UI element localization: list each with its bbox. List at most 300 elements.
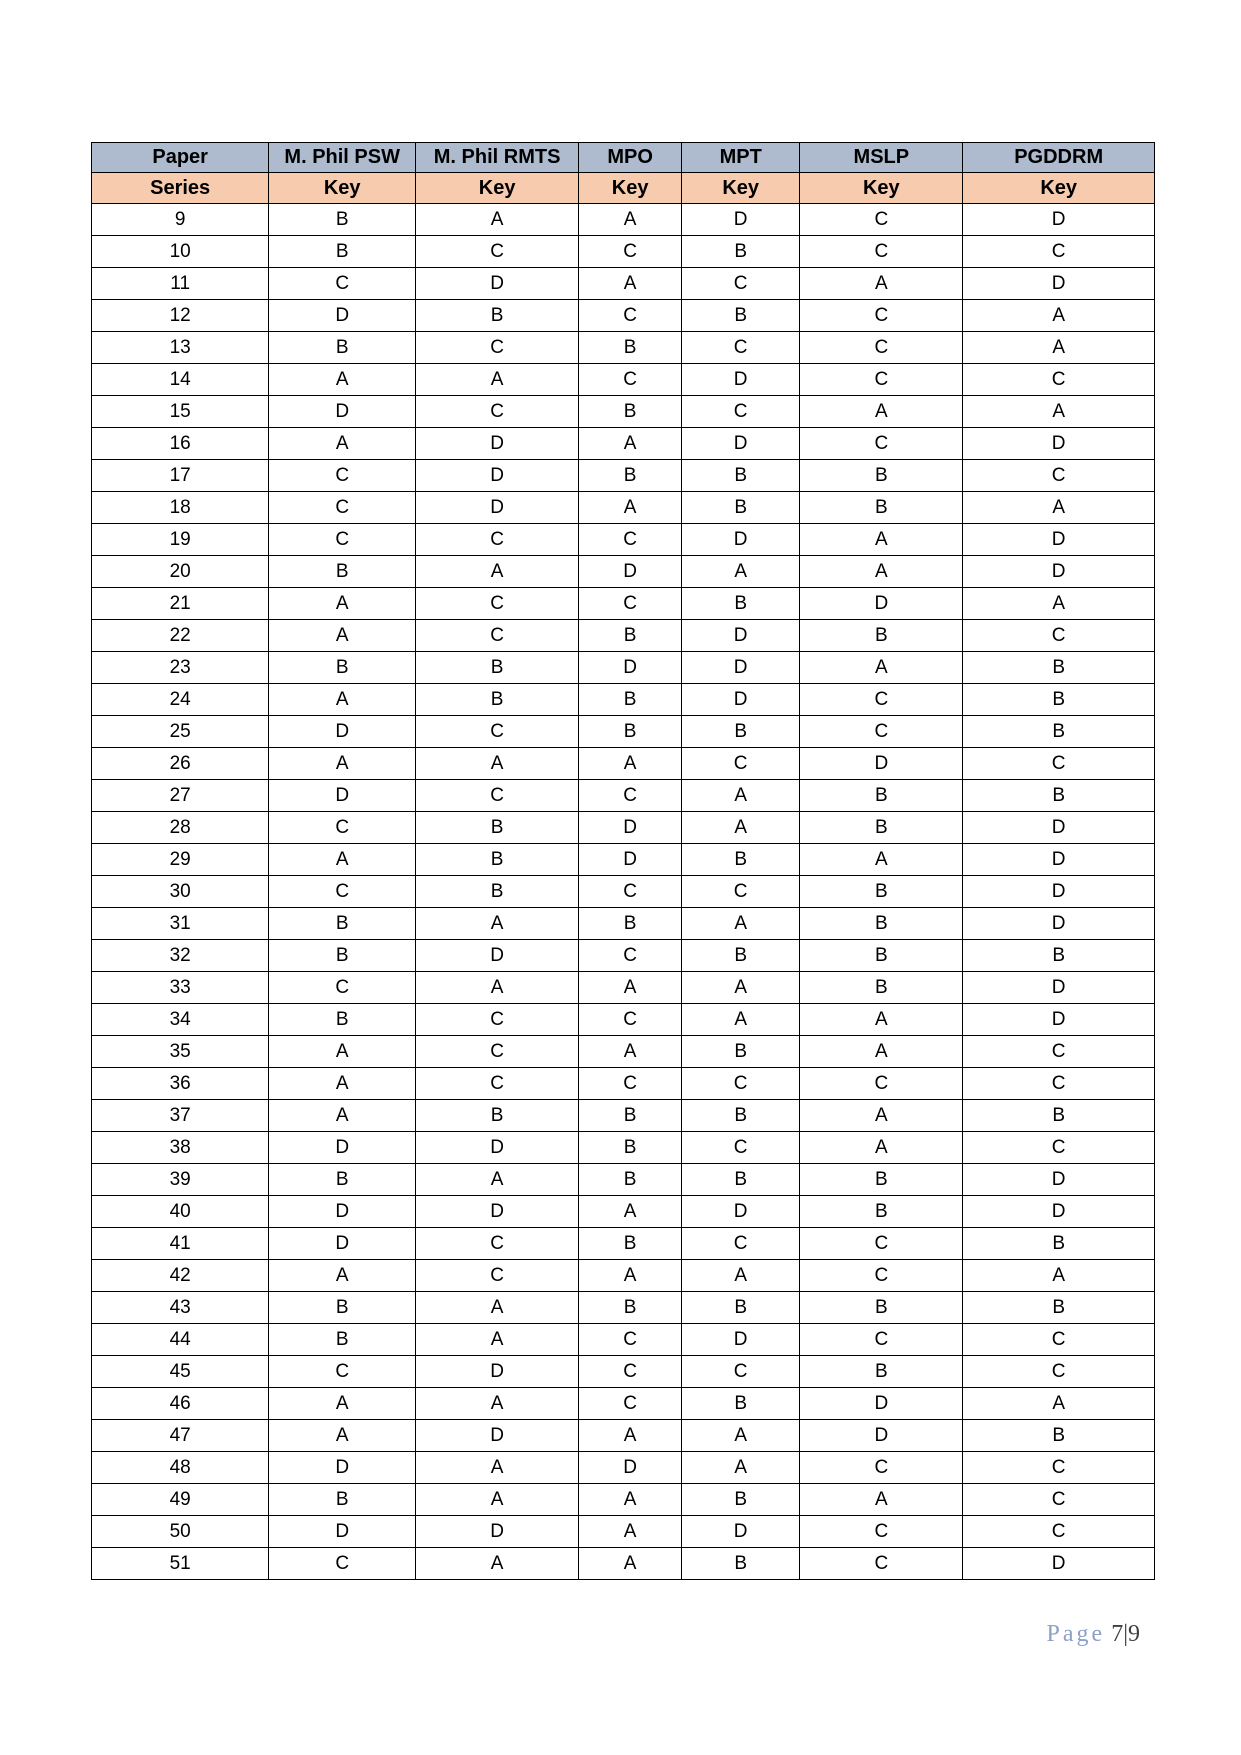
cell-pgddrm-key: C [963,1132,1155,1164]
cell-mpo-key: A [579,972,682,1004]
header-cell-mslp: MSLP [800,143,963,173]
table-row [92,844,1155,876]
cell-series-number: 18 [92,492,269,524]
cell-mphil-psw-key: C [269,524,416,556]
cell-mpt-key: A [682,1260,800,1292]
cell-mpt-key: D [682,1516,800,1548]
table-row [92,1548,1155,1580]
table-row [92,1228,1155,1260]
cell-mpo-key: B [579,1164,682,1196]
cell-mpt-key: D [682,364,800,396]
cell-mphil-rmts-key: A [416,556,579,588]
cell-mphil-rmts-key: C [416,588,579,620]
cell-series-number: 48 [92,1452,269,1484]
cell-mpt-key: B [682,1388,800,1420]
cell-mpo-key: A [579,268,682,300]
table-row [92,972,1155,1004]
cell-mpt-key: A [682,1420,800,1452]
cell-mphil-rmts-key: A [416,1484,579,1516]
cell-mphil-rmts-key: B [416,876,579,908]
cell-mphil-rmts-key: C [416,620,579,652]
page-label: Page [1046,1621,1106,1647]
cell-mpt-key: D [682,524,800,556]
cell-mslp-key: C [800,1228,963,1260]
cell-pgddrm-key: A [963,300,1155,332]
cell-mpt-key: C [682,1356,800,1388]
table-row [92,364,1155,396]
header-cell-mphil-psw: M. Phil PSW [269,143,416,173]
table-row [92,940,1155,972]
cell-mslp-key: B [800,1164,963,1196]
cell-series-number: 40 [92,1196,269,1228]
cell-mpo-key: A [579,1036,682,1068]
cell-pgddrm-key: D [963,1196,1155,1228]
cell-pgddrm-key: D [963,428,1155,460]
cell-pgddrm-key: D [963,876,1155,908]
cell-mpt-key: D [682,204,800,236]
cell-mphil-psw-key: A [269,1260,416,1292]
cell-mpt-key: B [682,300,800,332]
cell-mpt-key: B [682,1548,800,1580]
cell-mphil-psw-key: A [269,1420,416,1452]
cell-series-number: 41 [92,1228,269,1260]
page-footer [1047,1621,1140,1648]
cell-series-number: 26 [92,748,269,780]
cell-mpt-key: B [682,844,800,876]
cell-series-number: 11 [92,268,269,300]
cell-mphil-rmts-key: D [416,1516,579,1548]
cell-mslp-key: C [800,236,963,268]
cell-mphil-rmts-key: C [416,1068,579,1100]
cell-mpt-key: B [682,1164,800,1196]
table-row [92,1036,1155,1068]
table-row [92,652,1155,684]
cell-pgddrm-key: D [963,204,1155,236]
cell-series-number: 10 [92,236,269,268]
cell-mphil-rmts-key: C [416,1004,579,1036]
cell-mpt-key: C [682,876,800,908]
cell-mphil-psw-key: D [269,300,416,332]
cell-mpo-key: B [579,1228,682,1260]
table-row [92,1324,1155,1356]
cell-series-number: 35 [92,1036,269,1068]
cell-mphil-rmts-key: B [416,684,579,716]
cell-pgddrm-key: B [963,1228,1155,1260]
header-cell-paper: Paper [92,143,269,173]
cell-pgddrm-key: C [963,1452,1155,1484]
cell-series-number: 36 [92,1068,269,1100]
cell-mslp-key: C [800,300,963,332]
cell-mphil-rmts-key: D [416,492,579,524]
cell-mphil-rmts-key: D [416,940,579,972]
cell-series-number: 43 [92,1292,269,1324]
cell-mpt-key: A [682,972,800,1004]
cell-mpo-key: C [579,588,682,620]
cell-mphil-psw-key: C [269,876,416,908]
page-current: 7 [1111,1621,1124,1647]
cell-pgddrm-key: A [963,1388,1155,1420]
table-row [92,1260,1155,1292]
cell-mslp-key: B [800,940,963,972]
cell-mphil-rmts-key: C [416,236,579,268]
table-row [92,620,1155,652]
cell-series-number: 13 [92,332,269,364]
table-row [92,556,1155,588]
cell-series-number: 23 [92,652,269,684]
cell-pgddrm-key: D [963,908,1155,940]
cell-pgddrm-key: D [963,1164,1155,1196]
cell-mslp-key: B [800,876,963,908]
cell-mpt-key: C [682,1068,800,1100]
cell-mphil-psw-key: B [269,1324,416,1356]
cell-mpo-key: A [579,1420,682,1452]
cell-series-number: 51 [92,1548,269,1580]
cell-mphil-rmts-key: A [416,748,579,780]
cell-mslp-key: A [800,652,963,684]
cell-mslp-key: B [800,780,963,812]
cell-mphil-psw-key: B [269,652,416,684]
cell-mphil-psw-key: C [269,492,416,524]
cell-mphil-psw-key: A [269,364,416,396]
cell-series-number: 20 [92,556,269,588]
cell-pgddrm-key: B [963,1292,1155,1324]
cell-mphil-psw-key: A [269,844,416,876]
cell-pgddrm-key: B [963,716,1155,748]
table-row [92,460,1155,492]
cell-mphil-rmts-key: A [416,1324,579,1356]
cell-mslp-key: C [800,716,963,748]
cell-pgddrm-key: D [963,844,1155,876]
table-row [92,300,1155,332]
cell-pgddrm-key: B [963,684,1155,716]
cell-pgddrm-key: A [963,332,1155,364]
cell-mpo-key: A [579,1260,682,1292]
cell-mphil-rmts-key: A [416,1292,579,1324]
cell-mphil-psw-key: C [269,812,416,844]
cell-mphil-rmts-key: A [416,1548,579,1580]
table-row [92,908,1155,940]
header-cell-mpo: MPO [579,143,682,173]
cell-pgddrm-key: A [963,588,1155,620]
cell-mpo-key: C [579,1356,682,1388]
cell-mpt-key: A [682,812,800,844]
header-cell-mphil-rmts: M. Phil RMTS [416,143,579,173]
cell-mphil-rmts-key: B [416,812,579,844]
cell-mpo-key: D [579,556,682,588]
cell-mphil-psw-key: B [269,1164,416,1196]
table-row [92,684,1155,716]
cell-mphil-psw-key: A [269,1100,416,1132]
cell-mslp-key: A [800,1484,963,1516]
cell-mphil-psw-key: D [269,396,416,428]
cell-series-number: 19 [92,524,269,556]
cell-mpt-key: A [682,780,800,812]
table-row [92,1292,1155,1324]
cell-mslp-key: C [800,1548,963,1580]
cell-mpo-key: C [579,1324,682,1356]
cell-mslp-key: C [800,1260,963,1292]
cell-mpo-key: C [579,1388,682,1420]
cell-mslp-key: B [800,620,963,652]
cell-series-number: 16 [92,428,269,460]
cell-mslp-key: B [800,1196,963,1228]
cell-mpt-key: A [682,908,800,940]
cell-series-number: 50 [92,1516,269,1548]
cell-series-number: 28 [92,812,269,844]
table-row [92,236,1155,268]
cell-pgddrm-key: D [963,1548,1155,1580]
header-cell-key: Key [682,173,800,204]
cell-mphil-rmts-key: A [416,1164,579,1196]
cell-mpo-key: B [579,684,682,716]
cell-mpo-key: D [579,844,682,876]
header-cell-key: Key [269,173,416,204]
cell-mpt-key: C [682,268,800,300]
cell-series-number: 34 [92,1004,269,1036]
cell-mphil-rmts-key: D [416,460,579,492]
cell-mpo-key: A [579,204,682,236]
table-row [92,812,1155,844]
cell-mphil-psw-key: B [269,1004,416,1036]
cell-pgddrm-key: A [963,1260,1155,1292]
page-separator: | [1123,1621,1128,1647]
cell-series-number: 39 [92,1164,269,1196]
header-cell-series: Series [92,173,269,204]
cell-mslp-key: A [800,844,963,876]
cell-mpo-key: C [579,364,682,396]
cell-mphil-rmts-key: D [416,1420,579,1452]
cell-mphil-psw-key: C [269,268,416,300]
cell-mpt-key: B [682,588,800,620]
cell-mphil-rmts-key: D [416,428,579,460]
cell-mslp-key: B [800,972,963,1004]
table-row [92,396,1155,428]
cell-series-number: 44 [92,1324,269,1356]
cell-mslp-key: C [800,1452,963,1484]
table-row [92,748,1155,780]
cell-mpt-key: B [682,1292,800,1324]
cell-mpt-key: C [682,748,800,780]
cell-mphil-psw-key: D [269,1132,416,1164]
cell-mphil-rmts-key: C [416,524,579,556]
table-row [92,1004,1155,1036]
cell-mphil-psw-key: B [269,204,416,236]
cell-mphil-rmts-key: D [416,1132,579,1164]
cell-mslp-key: B [800,492,963,524]
header-cell-key: Key [416,173,579,204]
cell-series-number: 27 [92,780,269,812]
cell-series-number: 15 [92,396,269,428]
cell-mphil-rmts-key: A [416,204,579,236]
cell-mslp-key: D [800,748,963,780]
cell-mslp-key: A [800,1036,963,1068]
cell-series-number: 25 [92,716,269,748]
cell-mphil-psw-key: D [269,1516,416,1548]
cell-series-number: 49 [92,1484,269,1516]
cell-mpt-key: B [682,716,800,748]
table-row [92,1132,1155,1164]
cell-mphil-rmts-key: B [416,844,579,876]
cell-mpt-key: A [682,1004,800,1036]
cell-mphil-psw-key: A [269,1388,416,1420]
cell-mpo-key: B [579,1132,682,1164]
header-cell-key: Key [963,173,1155,204]
cell-mphil-rmts-key: B [416,652,579,684]
table-row [92,1388,1155,1420]
table-row [92,428,1155,460]
cell-mphil-rmts-key: A [416,972,579,1004]
cell-pgddrm-key: C [963,620,1155,652]
cell-series-number: 33 [92,972,269,1004]
table-row [92,780,1155,812]
cell-pgddrm-key: A [963,492,1155,524]
cell-mphil-rmts-key: A [416,1388,579,1420]
cell-mphil-psw-key: A [269,748,416,780]
table-row [92,1068,1155,1100]
table-row [92,1516,1155,1548]
header-cell-pgddrm: PGDDRM [963,143,1155,173]
cell-mpo-key: A [579,492,682,524]
cell-mpt-key: B [682,940,800,972]
table-row [92,588,1155,620]
cell-mphil-psw-key: D [269,1196,416,1228]
header-cell-mpt: MPT [682,143,800,173]
cell-mpt-key: D [682,1324,800,1356]
cell-mpo-key: C [579,236,682,268]
cell-mslp-key: A [800,524,963,556]
cell-mpo-key: B [579,460,682,492]
cell-mphil-rmts-key: B [416,1100,579,1132]
cell-mpo-key: A [579,748,682,780]
cell-mpo-key: A [579,1548,682,1580]
cell-series-number: 37 [92,1100,269,1132]
cell-mslp-key: B [800,908,963,940]
cell-mpt-key: D [682,1196,800,1228]
cell-pgddrm-key: B [963,1420,1155,1452]
cell-pgddrm-key: C [963,1516,1155,1548]
page-total: 9 [1128,1621,1140,1647]
cell-mslp-key: A [800,1132,963,1164]
cell-mpt-key: C [682,396,800,428]
cell-series-number: 21 [92,588,269,620]
table-row [92,876,1155,908]
cell-mslp-key: D [800,1388,963,1420]
cell-series-number: 12 [92,300,269,332]
table-row [92,1100,1155,1132]
table-row [92,332,1155,364]
cell-mphil-psw-key: B [269,940,416,972]
cell-pgddrm-key: B [963,780,1155,812]
cell-mphil-rmts-key: A [416,364,579,396]
cell-mphil-rmts-key: C [416,396,579,428]
cell-pgddrm-key: B [963,940,1155,972]
cell-mslp-key: B [800,1356,963,1388]
cell-mphil-rmts-key: A [416,908,579,940]
cell-mpo-key: B [579,1292,682,1324]
cell-series-number: 17 [92,460,269,492]
cell-mslp-key: B [800,460,963,492]
cell-mslp-key: D [800,588,963,620]
cell-mslp-key: A [800,556,963,588]
cell-pgddrm-key: B [963,1100,1155,1132]
cell-mpt-key: D [682,684,800,716]
cell-series-number: 32 [92,940,269,972]
cell-mphil-rmts-key: C [416,1228,579,1260]
cell-mphil-rmts-key: C [416,1260,579,1292]
cell-mpo-key: C [579,780,682,812]
cell-mslp-key: A [800,268,963,300]
cell-mpt-key: A [682,1452,800,1484]
cell-pgddrm-key: D [963,1004,1155,1036]
cell-mpo-key: A [579,1196,682,1228]
cell-mslp-key: A [800,396,963,428]
cell-mpt-key: C [682,1132,800,1164]
cell-mpt-key: D [682,620,800,652]
cell-mpo-key: C [579,876,682,908]
cell-mphil-psw-key: D [269,780,416,812]
cell-mslp-key: B [800,812,963,844]
cell-mphil-rmts-key: C [416,1036,579,1068]
cell-mphil-psw-key: C [269,972,416,1004]
cell-mphil-psw-key: C [269,1548,416,1580]
cell-mpt-key: B [682,492,800,524]
cell-mpo-key: A [579,428,682,460]
cell-mpo-key: C [579,1068,682,1100]
cell-pgddrm-key: D [963,972,1155,1004]
cell-pgddrm-key: B [963,652,1155,684]
cell-series-number: 22 [92,620,269,652]
cell-mpo-key: C [579,940,682,972]
cell-mphil-psw-key: D [269,1228,416,1260]
cell-mpo-key: D [579,1452,682,1484]
cell-mphil-psw-key: B [269,1292,416,1324]
cell-mslp-key: A [800,1004,963,1036]
cell-mpt-key: D [682,428,800,460]
cell-series-number: 9 [92,204,269,236]
header-cell-key: Key [800,173,963,204]
cell-mpt-key: D [682,652,800,684]
cell-mphil-psw-key: D [269,716,416,748]
cell-mpo-key: B [579,620,682,652]
cell-mphil-psw-key: B [269,908,416,940]
table-row [92,1452,1155,1484]
cell-mpo-key: C [579,1004,682,1036]
table-body [92,204,1155,1580]
cell-mslp-key: A [800,1100,963,1132]
cell-pgddrm-key: C [963,1036,1155,1068]
cell-series-number: 29 [92,844,269,876]
cell-series-number: 31 [92,908,269,940]
cell-mpt-key: B [682,1100,800,1132]
table-row [92,268,1155,300]
cell-series-number: 14 [92,364,269,396]
cell-pgddrm-key: D [963,524,1155,556]
cell-mslp-key: C [800,332,963,364]
cell-mpt-key: B [682,460,800,492]
cell-mpo-key: D [579,812,682,844]
cell-mslp-key: C [800,204,963,236]
cell-pgddrm-key: C [963,236,1155,268]
cell-mphil-rmts-key: C [416,780,579,812]
cell-mslp-key: B [800,1292,963,1324]
cell-series-number: 30 [92,876,269,908]
cell-mpo-key: C [579,300,682,332]
cell-pgddrm-key: C [963,748,1155,780]
table-row [92,492,1155,524]
cell-mphil-rmts-key: D [416,1356,579,1388]
cell-mphil-psw-key: C [269,460,416,492]
cell-pgddrm-key: C [963,1484,1155,1516]
